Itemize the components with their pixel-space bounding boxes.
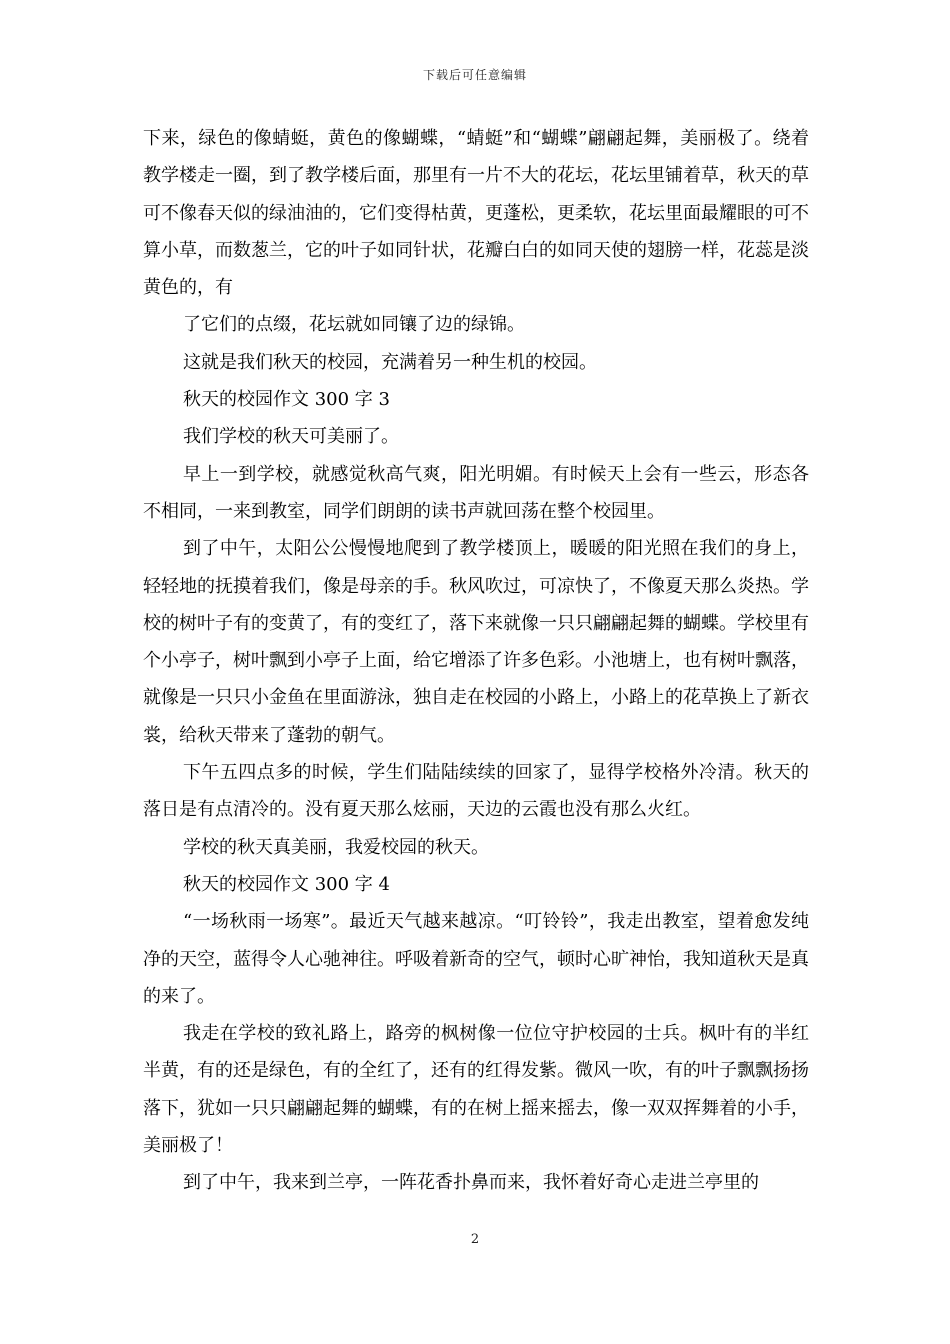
section-heading: 秋天的校园作文 300 字 4 (183, 873, 390, 895)
body-text (143, 120, 809, 1202)
paragraph: “一场秋雨一场寒”。最近天气越来越凉。“叮铃铃”，我走出教室，望着愈发纯净的天空，蓝得令人心驰神往。呼吸着新奇的空气，顿时心旷神怡，我知道秋天是真的来了。 (143, 911, 809, 1007)
page-number: 2 (470, 1232, 480, 1247)
paragraph: 我们学校的秋天可美丽了。 (183, 426, 399, 448)
paragraph: 早上一到学校，就感觉秋高气爽，阳光明媚。有时候天上会有一些云，形态各不相同，一来到教室，同学们朗朗的读书声就回荡在整个校园里。 (143, 463, 809, 522)
section-heading: 秋天的校园作文 300 字 3 (183, 389, 390, 411)
paragraph: 了它们的点缀，花坛就如同镶了边的绿锦。 (183, 314, 525, 336)
paragraph: 我走在学校的致礼路上，路旁的枫树像一位位守护校园的士兵。枫叶有的半红半黄，有的还是绿色，有的全红了，还有的红得发紫。微风一吹，有的叶子飘飘扬扬落下，犹如一只只翩翩起舞的蝴蝶，有的在树上摇来摇去，像一双双挥舞着的小手，美丽极了！ (143, 1023, 809, 1157)
page-header: 下载后可任意编辑 (422, 68, 527, 82)
paragraph: 学校的秋天真美丽，我爱校园的秋天。 (183, 836, 489, 858)
paragraph: 到了中午，我来到兰亭，一阵花香扑鼻而来，我怀着好奇心走进兰亭里的 (183, 1172, 759, 1194)
paragraph: 下来，绿色的像蜻蜓，黄色的像蝴蝶，“蜻蜓”和“蝴蝶”翩翩起舞，美丽极了。绕着教学楼走一圈，到了教学楼后面，那里有一片不大的花坛，花坛里铺着草，秋天的草可不像春天似的绿油油的，它们变得枯黄，更蓬松，更柔软，花坛里面最耀眼的可不算小草，而数葱兰，它的叶子如同针状，花瓣白白的如同天使的翅膀一样，花蕊是淡黄色的，有 (143, 128, 809, 299)
paragraph: 这就是我们秋天的校园，充满着另一种生机的校园。 (183, 351, 597, 373)
paragraph: 到了中午，太阳公公慢慢地爬到了教学楼顶上，暖暖的阳光照在我们的身上，轻轻地的抚摸着我们，像是母亲的手。秋风吹过，可凉快了，不像夏天那么炎热。学校的树叶子有的变黄了，有的变红了，落下来就像一只只翩翩起舞的蝴蝶。学校里有个小亭子，树叶飘到小亭子上面，给它增添了许多色彩。小池塘上，也有树叶飘落，就像是一只只小金鱼在里面游泳，独自走在校园的小路上，小路上的花草换上了新衣裳，给秋天带来了蓬勃的朝气。 (143, 538, 809, 746)
paragraph: 下午五四点多的时候，学生们陆陆续续的回家了，显得学校格外冷清。秋天的落日是有点清冷的。没有夏天那么炫丽，天边的云霞也没有那么火红。 (143, 762, 809, 821)
